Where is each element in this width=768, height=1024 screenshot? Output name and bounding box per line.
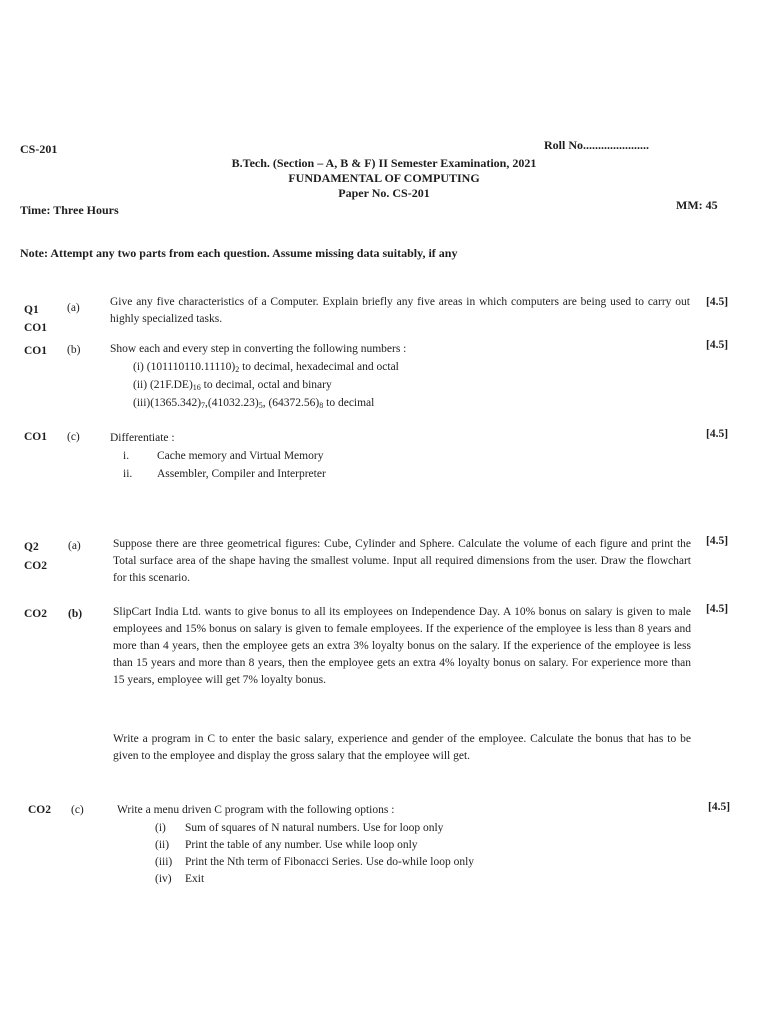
- part-label: (c): [67, 431, 80, 443]
- subject-title: FUNDAMENTAL OF COMPUTING: [288, 171, 480, 185]
- course-outcome: CO1: [24, 345, 47, 357]
- part-label: (c): [71, 804, 84, 816]
- paper-number: Paper No. CS-201: [338, 186, 430, 200]
- marks-label: [4.5]: [706, 428, 729, 440]
- course-outcome: CO1: [24, 431, 47, 443]
- sub-item: (ii) $(21F.DE)_{16}$ to decimal, octal and binary: [133, 379, 332, 392]
- part-label: (a): [68, 540, 81, 552]
- marks-label: [4.5]: [708, 801, 731, 813]
- marks-label: [4.5]: [706, 339, 729, 351]
- list-item: ii. Assembler, Compiler and Interpreter: [123, 468, 326, 480]
- course-outcome: CO2: [24, 608, 47, 620]
- course-outcome: CO1: [24, 322, 47, 334]
- question-text: Suppose there are three geometrical figures: Cube, Cylinder and Sphere. Calculate the volume of each figure and print the Total surface area of the shape having the smallest volume. Input all required dimensions from the user. Draw the flowchart for this scenario.: [113, 538, 691, 584]
- part-label: (a): [67, 302, 80, 314]
- roll-number-field: Roll No......................: [544, 138, 649, 152]
- question-text: Give any five characteristics of a Computer. Explain briefly any five areas in which computers are being used to carry out highly specialized tasks.: [110, 296, 690, 325]
- part-label: (b): [68, 608, 83, 620]
- question-text: Differentiate :: [110, 432, 175, 444]
- list-item: i. Cache memory and Virtual Memory: [123, 450, 324, 462]
- max-marks: MM: 45: [676, 198, 718, 212]
- course-code: CS-201: [20, 142, 58, 156]
- marks-label: [4.5]: [706, 296, 729, 308]
- list-item: (ii) Print the table of any number. Use while loop only: [155, 839, 418, 851]
- marks-label: [4.5]: [706, 603, 729, 615]
- list-item: (iii) Print the Nth term of Fibonacci Series. Use do-while loop only: [155, 856, 475, 868]
- question-number: Q1: [24, 304, 39, 316]
- marks-label: [4.5]: [706, 535, 729, 547]
- question-text: Write a menu driven C program with the following options :: [117, 804, 395, 816]
- instructions-note: Note: Attempt any two parts from each question. Assume missing data suitably, if any: [20, 246, 458, 260]
- sub-item: $(iii)(1365.342)_7,(41032.23)_5$, $(64372.56)_8$ to decimal: [133, 397, 375, 410]
- course-outcome: CO2: [24, 560, 47, 572]
- question-text: SlipCart India Ltd. wants to give bonus to all its employees on Independence Day. A 10% bonus on salary is given to male employees and 15% bonus on salary is given to female employees. If the experience of the employee is less than 8 years and more than 4 years, then the employee gets an extra 3% loyalty bonus on the salary. If the experience of the employee is less than 15 years and more than 8 years, then the employee gets an extra 4% loyalty bonus on salary. For experience more than 15 years, employee will get 7% loyalty bonus.: [113, 606, 691, 686]
- list-item: (iv) Exit: [155, 873, 205, 885]
- sub-item: (i) $(101110110.11110)_2$ to decimal, hexadecimal and octal: [133, 361, 399, 374]
- part-label: (b): [67, 344, 81, 356]
- time-allowed: Time: Three Hours: [20, 203, 119, 217]
- question-text: Write a program in C to enter the basic salary, experience and gender of the employee. Calculate the bonus that has to be given to the employee and display the gross salary that the employee will get.: [113, 733, 691, 762]
- exam-title: B.Tech. (Section – A, B & F) II Semester Examination, 2021: [231, 156, 537, 170]
- question-text: Show each and every step in converting the following numbers :: [110, 343, 407, 355]
- question-number: Q2: [24, 541, 39, 553]
- course-outcome: CO2: [28, 804, 51, 816]
- list-item: (i) Sum of squares of N natural numbers. Use for loop only: [155, 822, 444, 834]
